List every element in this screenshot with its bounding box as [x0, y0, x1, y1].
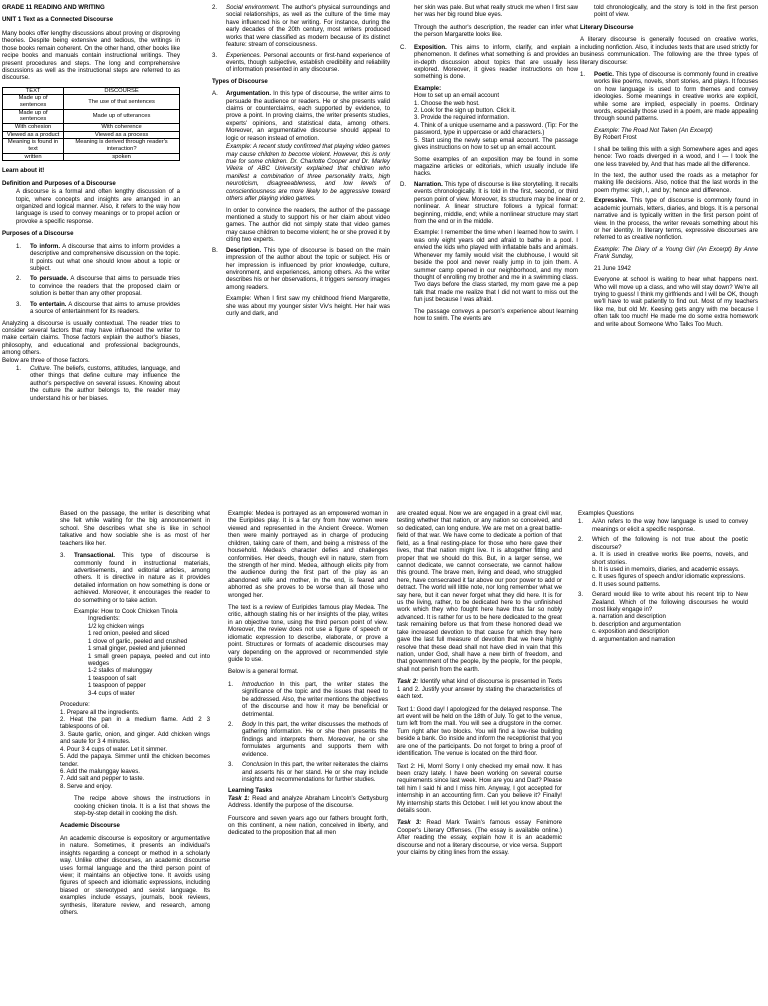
- example-paragraph: Example: Medea is portrayed as an empowered woman in the Euripides play. It is a far cry from how women were viewed and represented in the Ancient Greece. Women then were mainly portrayed as in charge of producing children, taking care of them, and being a mistress of the household. Medea's character defies and challenges conformities. Her deeds, though evil in nature, stem from the strength of her mind. Medea, although elicits pity from the audience during the first part of the play as an abandoned wife and mother, in the end, is feared and abhorred as she proves to be worse than all those who wronged her.: [228, 510, 388, 599]
- example-follow: In order to convince the readers, the author of the passage mentioned a study to support his or her claim about video games. The author did not simply state that video games may cause children to become violent; he or she proved it by citing two experts.: [226, 206, 390, 244]
- question-number: 1.: [578, 518, 584, 526]
- table-header-discourse: DISCOURSE: [64, 87, 180, 95]
- list-item: [228, 721, 388, 758]
- unit-title: UNIT 1 Text as a Connected Discourse: [2, 16, 113, 24]
- factor-text: The author's physical surroundings and social relationships, as well as the culture of the time may have influenced his or her writing. For instance, during the early decades of the 20th century, most writers produced works that were classified as modern because of its distinct feature: stream of consciousness.: [226, 4, 390, 49]
- option: a. narration and description: [592, 613, 666, 621]
- type-text: In this type of discourse, the writer aims to persuade the audience or readers. He or she presents valid claims or counterclaims, each supported by evidence, to prove a point. In proving claims, the writer presents studies, experts' opinions, and statistical data, among others. Moreover, an argumentative discourse should appeal to logic or reason instead of emotion.: [226, 90, 391, 142]
- list-item: D. Narration. This type of discourse is like storytelling. It recalls events chronologically. It is told in the first, second, or third person point of view. Moreover, its structure may be linear or nonlinear. A linear structure follows a typical format: beginning, middle, end; while a nonlinear structure may start from the end or in the middle. Example: I remember the time when I learned how to swim. I was only eight years old and afraid to bathe in a pool. I envied the kids who played with inflatable balls and animals. Whenever my family would visit the clubhouse, I would sit beside the pool and never really jump in to join them. A summer camp opened in our neighborhood, and my mom thought of enrolling my brother and me in a swimming class. Two days before the class started, my mom gave me a pep talk that made me realize that I did not want to miss out the fun just because I was afraid. The passage conveys a person's experience about learning how to swim. The events are: [400, 180, 578, 323]
- analyzing-paragraph: Analyzing a discourse is usually contextual. The reader tries to consider several factors that may have influenced the writer to make certain claims. Those factors explain the author's biases, philosophy, and educational and professional backgrounds, among others.: [2, 319, 180, 357]
- type-text: This type of discourse is commonly found in instructional materials, advertisements, and editorial articles, among others. It is directive in nature as it provides detailed information on how something is done or achieved. Moreover, it encourages the reader to do something or to take action.: [74, 552, 210, 604]
- list-item: C. Exposition. This aims to inform, clarify, and explain a phenomenon. It defines what something is and provides an in-depth discussion about topics that are usually less explored. Moreover, it gives reader instructions on how something is done. Example: How to set up an email account 1. Choose the web host. 2. Look for the sign up button. Click it. 3. Provide the required information. 4. Think of a unique username and a password. (Tip: For the password, type in uppercase or add characters.) 5. Start using the newly setup email account. The passage gives instructions on how to set up an email account. Some examples of an exposition may be found in some magazine articles or editorials, which usually include life hacks.: [400, 43, 578, 178]
- academic-heading: Academic Discourse: [60, 822, 120, 830]
- list-item: 3. Transactional. This type of discourse is commonly found in instructional materials, advertisements, and editorial articles, among others. It is directive in nature as it provides detailed information on how something is done or achieved. Moreover, it encourages the reader to do something or to take action. Example: How to Cook Chicken Tinola Ingredients: 1/2 kg chicken wings 1 red onion, peeled and sliced 1 clove of garlic, peeled and crushed 1 small ginger, peeled and julienned 1 small green papaya, peeled and cut into wedges 1-2 stalks of malunggay 1 teaspoon of salt 1 teaspoon of pepper 3-4 cups of water: [60, 552, 210, 697]
- factor-label: Culture.: [30, 365, 52, 373]
- ingredients-label: Ingredients:: [88, 615, 120, 623]
- question-text: A/An refers to the way how language is used to convey meanings or elicit a specific response.: [592, 518, 748, 533]
- literary-paragraph: A literary discourse is generally focused on creative works, including nonfiction. Also, it includes texts that are used strictly for business communication. The following are the three types of literary discourse:: [580, 36, 758, 66]
- ingredient: 1 teaspoon of pepper: [88, 682, 146, 690]
- table-row: [3, 153, 180, 161]
- purpose-text: A discourse that aims to amuse provides a source of entertainment for its readers.: [30, 300, 180, 316]
- list-number: 1.: [16, 242, 22, 250]
- table-cell: written: [3, 153, 64, 161]
- bottom-page: [0, 506, 768, 1006]
- column-3: [397, 510, 562, 862]
- table-cell: Viewed as a product: [3, 131, 64, 139]
- table-cell: Meaning is derived through reader's interaction?: [64, 139, 180, 153]
- tasks-heading: Learning Tasks: [228, 787, 273, 795]
- example-title: Example: The Diary of a Young Girl (An Excerpt) By Anne Frank Sunday,: [594, 245, 758, 261]
- step: 2. Look for the sign up button. Click it.: [414, 107, 516, 115]
- question-text: Gerard would like to write about his recent trip to New Zealand. Which of the following discourses he would most likely engage in?: [592, 591, 748, 614]
- task-text: Read and analyze Abraham Lincoln's Gettysburg Address. Identify the purpose of the discourse.: [228, 794, 388, 810]
- list-item: A. Argumentation. In this type of discourse, the writer aims to persuade the audience or readers. He or she presents valid claims or counterclaims, each supported by evidence, to prove a point. In proving claims, the writer presents studies, experts' opinions, and statistical data, among others. Moreover, an argumentative discourse should appeal to logic or reason instead of emotion. Example: A recent study confirmed that playing video games may cause children to become violent. However, this is only true for some children. Dr. Charlotte Cooper and Dr. Marley Vileira of ABC University explained that children who manifest a combination of three personality traits, high neuroticism, disagreeableness, and low levels of conscientiousness are more likely to be aggressive toward others after playing video games. In order to convince the readers, the author of the passage mentioned a study to support his or her claim about video games. The author did not simply state that video games may cause children to become violent; he or she proved it by citing two experts.: [212, 90, 391, 244]
- procedure-step: 3. Saute garlic, onion, and ginger. Add chicken wings and saute for 3 4 minutes.: [60, 730, 210, 746]
- type-label: Exposition.: [414, 43, 447, 51]
- intro-paragraph: Many books offer lengthy discussions about proving or disproving theories. Despite being extensive and tedious, the writings in those books remain coherent. On the other hand, other books like recipe books and manuals contain instructional writings. They present procedures and steps. The long and comprehensive discussions as well as the instructional steps are referred to as discourse.: [2, 29, 180, 82]
- option: c. exposition and description: [592, 628, 669, 636]
- definition-paragraph: A discourse is a formal and often lengthy discussion of a topic, where concepts and insights are arranged in an organized and logical manner. Also, it refers to the way how language is used to convey meanings or to propel action or provoke a specific response.: [16, 188, 180, 225]
- table-row: [3, 139, 180, 153]
- table-row: [3, 131, 180, 139]
- type-text: This type of discourse is commonly found in creative works like poems, novels, short stories, and plays. It focuses on how language is used to form themes and convey ideologies. Some meanings in creative works are explicit, while some are implied, especially in poems. Ordinary words, especially those used in a poem, are made appealing through sound patterns.: [594, 70, 758, 123]
- table-header-text: TEXT: [3, 87, 64, 95]
- table-cell: With cohesion: [3, 124, 64, 132]
- task-3: [397, 819, 562, 856]
- list-item: [578, 536, 748, 588]
- diary-text: Everyone at school is waiting to hear what happens next. Who will move up a class, and who will stay down? We're all trying to guess! I think my girlfriends and I will be OK, though we'll have to wait patiently to find out. Most of my teachers like me, but old Mr. Keesing gets angry with me because I often talk too much! He made me do some extra homework and write about Someone Who Talks Too Much.: [594, 276, 758, 328]
- ingredient: 1 red onion, peeled and sliced: [88, 630, 170, 638]
- example-label: Example:: [414, 84, 442, 92]
- list-item: [16, 301, 180, 316]
- table-row: [3, 124, 180, 132]
- factor-text: Personal accounts or first-hand experience of events, though subjective, establish credibility and reliability of information presented in any discourse.: [226, 51, 390, 74]
- example-follow: In the text, the author used the roads as a metaphor for making life decisions. Also, notice that the last words in the poem rhyme: sigh, I, and by; hence and difference.: [594, 172, 758, 194]
- purpose-label: To entertain.: [30, 300, 67, 308]
- factor-text: The beliefs, customs, attitudes, language, and other things that define culture may influence the author's perspective on several issues. Knowing about the culture the author belongs to, the reader may understand his or her biases.: [30, 365, 180, 402]
- procedure-step: 8. Serve and enjoy.: [60, 782, 113, 790]
- purpose-label: To inform.: [30, 242, 61, 250]
- table-cell: With coherence: [64, 124, 180, 132]
- type-text: This aims to inform, clarify, and explain a phenomenon. It defines what something is and provides an in-depth discussion about topics that are usually less explored. Moreover, it gives reader instructions on how something is done.: [414, 43, 578, 81]
- paragraph: told chronologically, and the story is told in the first person point of view.: [594, 4, 758, 19]
- questions-heading: Examples Questions: [578, 510, 634, 517]
- purposes-list: [2, 243, 180, 316]
- types-list-cont: [400, 44, 578, 323]
- example-title: Example: The Road Not Taken (An Excerpt): [594, 126, 713, 134]
- task-2: [397, 678, 562, 700]
- type-label: Expressive.: [594, 197, 628, 205]
- list-item: [228, 761, 388, 783]
- poem-text: I shall be telling this with a sigh Somewhere ages and ages hence: Two roads diverged in a wood, and I — I took the one less traveled by, And that has made all the difference.: [594, 145, 758, 168]
- literary-list: [580, 71, 758, 328]
- procedure-step: 6. Add the malunggay leaves.: [60, 767, 140, 775]
- option: b. description and argumentation: [592, 620, 681, 628]
- procedure-step: 1. Prepare all the ingredients.: [60, 708, 140, 716]
- types-heading: Types of Discourse: [212, 77, 268, 85]
- list-item: [228, 681, 388, 718]
- format-label: Body: [242, 720, 256, 728]
- example-text: Example: I remember the time when I learned how to swim. I was only eight years old and afraid to bathe in a pool. I envied the kids who played with inflatable balls and animals. Whenever my family would visit the clubhouse, I would sit beside the pool and never really jump in to join them. A summer camp opened in our neighborhood, and my mom thought of enrolling my brother and me in a swimming class. Two days before the class started, my mom gave me a pep talk that made me realize that I did not want to miss out the fun just because I was afraid.: [414, 229, 578, 304]
- factor-label: Experiences.: [226, 51, 262, 59]
- top-page: [0, 0, 768, 500]
- example-follow: The passage conveys a person's experience about learning how to swim. The events are: [414, 307, 578, 323]
- format-text: In this part, the writer reiterates the claims and asserts his or her stand. He or she may include insights and recommendations for further studies.: [242, 761, 388, 783]
- literary-heading: Literary Discourse: [580, 23, 634, 31]
- type-label: Description.: [226, 246, 262, 254]
- format-text: In this part, the writer states the significance of the topic and the issues that need to be addressed. Also, the writer mentions the objectives of the discourse and how it may be beneficial or detrimental.: [242, 680, 388, 718]
- list-item: 2. Social environment. The author's physical surroundings and social relationships, as well as the culture of the time may have influenced his or her writing. For instance, during the early decades of the 20th century, most writers produced works that were classified as modern because of its distinct feature: stream of consciousness.: [212, 4, 390, 49]
- procedure-step: 7. Add salt and pepper to taste.: [60, 775, 145, 783]
- question-number: 2.: [578, 536, 584, 544]
- recipe-title: Example: How to Cook Chicken Tinola: [74, 608, 178, 616]
- recipe-follow: The recipe above shows the instructions in cooking chicken tinola. It is a list that shows the step-by-step detail in cooking the dish.: [74, 795, 210, 818]
- format-label: Conclusion: [242, 761, 273, 769]
- step: 3. Provide the required information.: [414, 114, 510, 122]
- types-list: [212, 90, 390, 317]
- diary-date: 21 June 1942: [594, 264, 631, 272]
- purposes-heading: Purposes of a Discourse: [2, 230, 74, 238]
- task-label: Task 1:: [228, 794, 250, 802]
- list-item: 1. Culture. The beliefs, customs, attitudes, language, and other things that define culture may influence the author's perspective on several issues. Knowing about the culture the author belongs to, the reader may understand his or her biases.: [16, 365, 180, 402]
- definition-heading: Definition and Purposes of a Discourse: [2, 179, 116, 187]
- example-title: How to set up an email account: [414, 92, 500, 100]
- task-label: Task 3:: [397, 819, 422, 827]
- type-text: This type of discourse is like storytelling. It recalls events chronologically. It is told in the first, second, or third person point of view. Moreover, its structure may be linear or nonlinear. A linear structure follows a typical format: beginning, middle, end; while a nonlinear structure may start from the end or in the middle.: [414, 180, 578, 225]
- list-number: 3.: [228, 761, 234, 769]
- format-label: Introduction: [242, 680, 274, 688]
- table-cell: Meaning is found in text: [3, 139, 64, 153]
- question-number: 3.: [578, 591, 584, 599]
- task-label: Task 2:: [397, 678, 419, 686]
- list-item: [16, 243, 180, 273]
- text-1: Text 1: Good day! I apologized for the delayed response. The art event will be held on the 18th of July. To get to the venue, turn left from the mall. You will see a drugstore in the corner. Turn right after two blocks. You will find a low-rise building beside a bank. Go inside and inform the receptionist that you are one of the participants. Do not forget to bring a proof of identification. The venue is located on the third floor.: [397, 705, 562, 758]
- factors-list-cont: [212, 4, 390, 74]
- procedure-step: 2. Heat the pan in a medium flame. Add 2 3 tablespoons of oil.: [60, 715, 210, 731]
- example-text: Example: A recent study confirmed that playing video games may cause children to become violent. However, this is only true for some children. Dr. Charlotte Cooper and Dr. Marley Vileira of ABC University explained that children who manifest a combination of three personality traits, high neuroticism, disagreeableness, and low levels of conscientiousness are more likely to be aggressive toward others after playing video games.: [226, 143, 390, 203]
- paragraph: her skin was pale. But what really struck me when I first saw her was her big round blue eyes.: [414, 4, 578, 19]
- table-cell: The use of that sentences: [64, 95, 180, 109]
- ingredient: 1 teaspoon of salt: [88, 674, 137, 682]
- learn-heading: Learn about it!: [2, 167, 45, 175]
- procedure-step: 4. Pour 3 4 cups of water. Let it simmer.: [60, 745, 168, 753]
- gettysburg-text: Fourscore and seven years ago our fathers brought forth, on this continent, a new nation, conceived in liberty, and dedicated to the proposition that all men: [228, 814, 388, 837]
- example-author: By Robert Frost: [594, 134, 637, 142]
- factors-intro: Below are three of those factors.: [2, 356, 90, 364]
- example-follow: Some examples of an exposition may be found in some magazine articles or editorials, which usually include life hacks.: [414, 155, 578, 178]
- option: c. It uses figures of speech and/or idiomatic expressions.: [592, 573, 746, 581]
- list-number: 2.: [228, 720, 234, 728]
- column-4: [578, 510, 748, 647]
- table-cell: Viewed as a process: [64, 131, 180, 139]
- option: d. It uses sound patterns.: [592, 580, 661, 588]
- list-item: [16, 275, 180, 297]
- column-3: [400, 4, 578, 326]
- column-2: [212, 4, 390, 321]
- option: d. argumentation and narration: [592, 635, 676, 643]
- ingredient: 3-4 cups of water: [88, 689, 135, 697]
- paragraph: Based on the passage, the writer is describing what she felt while waiting for the big announcement in school. She describes what she is like in school talkative and how sociable she is as most of her teachers like her.: [60, 510, 210, 547]
- table-row: [3, 109, 180, 123]
- task-1: [228, 795, 388, 810]
- type-text: This type of discourse is commonly found in academic journals, letters, diaries, and blogs. It is a personal narrative and is typically written in the first person point of view. In the process, the writer reveals something about his or her identity. In literary terms, expressive discourses are referred to as creative nonfiction.: [594, 197, 758, 242]
- list-number: 2.: [16, 275, 22, 283]
- literary-list-cont: [60, 552, 210, 697]
- questions-list: [578, 518, 748, 643]
- paragraph: The text is a review of Euripides famous play Medea. The critic, although stating his or her insights of the play, writes in an objective tone, using the third person point of view. Moreover, the review does not use a figure of speech or idiomatic expression to describe, elaborate, or prove a point. Structures or formats of academic discourses may vary depending on the approved or recommended style guide to use.: [228, 604, 388, 664]
- academic-paragraph: An academic discourse is expository or argumentative in nature. Sometimes, it presents an individual's insights regarding a concept or method in a scholarly way. Unlike other discourses, an academic discourse uses formal language and the third person point of view; it maintains an objective tone. It avoids using figures of speech and idiomatic expressions, including biased or stereotyped and sexist language. Its examples include essays, journals, book reviews, synthesis, literature review, and research, among others.: [60, 834, 210, 917]
- task-text: Identify what kind of discourse is presented in Texts 1 and 2. Justify your answer by stating the characteristics of each text.: [397, 678, 562, 701]
- factors-list: [2, 365, 180, 402]
- procedure-label: Procedure:: [60, 701, 90, 709]
- table-row: [3, 95, 180, 109]
- paragraph: Through the author's description, the reader can infer what the person Margarette looks like.: [414, 23, 578, 39]
- type-label: Poetic.: [594, 70, 614, 78]
- step: 5. Start using the newly setup email account. The passage gives instructions on how to set up an email account.: [414, 136, 578, 152]
- type-label: Argumentation.: [226, 90, 272, 98]
- purpose-text: A discourse that aims to inform provides a descriptive and comprehensive discussion on the topic. It points out what one should know about a topic or subject.: [30, 242, 181, 272]
- page-title: GRADE 11 READING AND WRITING: [2, 4, 105, 11]
- ingredient: 1 clove of garlic, peeled and crushed: [88, 637, 188, 645]
- ingredient: 1 small ginger, peeled and julienned: [88, 645, 186, 653]
- list-number: 3.: [16, 300, 22, 308]
- list-number: 1.: [228, 680, 234, 688]
- list-item: 1. Poetic. This type of discourse is commonly found in creative works like poems, novels, short stories, and plays. It focuses on how language is used to form themes and convey ideologies. Some meanings in creative works are explicit, while some are implied, especially in poems. Ordinary words, especially those used in a poem, are made appealing through sound patterns. Example: The Road Not Taken (An Excerpt) By Robert Frost I shall be telling this with a sigh Somewhere ages and ages hence: Two roads diverged in a wood, and I — I took the one less traveled by, And that has made all the difference. In the text, the author used the roads as a metaphor for making life decisions. Also, notice that the last words in the poem rhyme: sigh, I, and by; hence and difference.: [580, 70, 758, 194]
- task-text: Read Mark Twain's famous essay Fenimore Cooper's Literary Offenses. (The essay is available online.) After reading the essay, explain how it is an academic discourse and not a literary discourse, or vice versa. Support your claims by citing lines from the essay.: [397, 819, 562, 857]
- step: 4. Think of a unique username and a password. (Tip: For the password, type in uppercase or add characters.): [414, 121, 578, 137]
- list-item: [578, 518, 748, 533]
- type-label: Transactional.: [74, 552, 115, 560]
- gettysburg-text-cont: are created equal. Now we are engaged in a great civil war, testing whether that nation, or any nation so conceived, and so dedicated, can long endure. We are met on a great battle-field of that war. We have come to dedicate a portion of that field, as a final resting-place for those who here gave their lives, that that nation might live. It is altogether fitting and proper that we should do this. But, in a larger sense, we cannot dedicate, we cannot consecrate, we cannot hallow this ground. The brave men, living and dead, who struggled here, have consecrated it far above our poor power to add or detract. The world will little note, nor long remember what we say here, but it can never forget what they did here. It is for us the living, rather, to be dedicated here to the unfinished work which they who fought here have thus far so nobly advanced. It is rather for us to be here dedicated to the great task remaining before us that from these honored dead we take increased devotion to that cause for which they here gave the last full measure of devotion that we here highly resolve that these dead shall not have died in vain that this nation, under God, shall have a new birth of freedom, and that government of the people, by the people, for the people, shall not perish from the earth.: [397, 510, 562, 673]
- ingredient: 1 small green papaya, peeled and cut into wedges: [88, 652, 210, 668]
- factor-label: Social environment.: [226, 4, 280, 11]
- column-4: [580, 4, 758, 332]
- list-item: [578, 591, 748, 643]
- format-list: [228, 681, 388, 783]
- list-item: 2. Expressive. This type of discourse is commonly found in academic journals, letters, diaries, and blogs. It is a personal narrative and is typically written in the first person point of view. In the process, the writer reveals something about his or her identity. In literary terms, expressive discourses are referred to as creative nonfiction. Example: The Diary of a Young Girl (An Excerpt) By Anne Frank Sunday, 21 June 1942 Everyone at school is waiting to hear what happens next. Who will move up a class, and who will stay down? We're all trying to guess! I think my girlfriends and I will be OK, though we'll have to wait patiently to find out. Most of my teachers like me, but old Mr. Keesing gets angry with me because I often talk too much! He made me do some extra homework and write about Someone Who Talks Too Much.: [580, 197, 758, 328]
- column-1: [2, 4, 180, 406]
- purpose-label: To persuade.: [30, 275, 69, 283]
- text-2: Text 2: Hi, Mom! Sorry I only checked my email now. It has been crazy lately. I have been working on several course requirements since last week. How are you and Dad? Please tell him I said hi and I miss him. Anyway, I got accepted for internship in an accounting firm. Can you believe it? Finally! My internship starts this October. I will let you know about the details soon.: [397, 762, 562, 815]
- type-text: This type of discourse is based on the main impression of the author about the topic or subject. His or her impression is influenced by prior knowledge, culture, environment, and experiences, among others. As the writer describes his or her observations, it triggers sensory images among readers.: [226, 246, 390, 291]
- ingredient: 1-2 stalks of malunggay: [88, 667, 153, 675]
- step: 1. Choose the web host.: [414, 99, 480, 107]
- ingredient: 1/2 kg chicken wings: [88, 622, 145, 630]
- format-text: In this part, the writer discusses the methods of gathering information. He or she then presents the findings and interprets them. Moreover, he or she formulates arguments and supports them with evidence.: [242, 720, 388, 758]
- format-intro: Below is a general format.: [228, 668, 299, 676]
- type-label: Narration.: [414, 180, 443, 188]
- list-item: 3. Experiences. Personal accounts or first-hand experience of events, though subjective, establish credibility and reliability of information presented in any discourse.: [212, 51, 390, 74]
- option: b. It is used in memoirs, diaries, and academic essays.: [592, 565, 740, 573]
- question-text: Which of the following is not true about the poetic discourse?: [592, 536, 748, 551]
- example-text: Example: When I first saw my childhood friend Margarette, she was about my younger sister Viv's height. Her hair was curly and dark, and: [226, 295, 390, 318]
- procedure-step: 5. Add the papaya. Simmer until the chicken becomes tender.: [60, 753, 210, 768]
- purpose-text: A discourse that aims to persuade tries to convince the readers that the proposed claim or solution is better than any other proposal.: [30, 275, 180, 298]
- option: a. It is used in creative works like poems, novels, and short stories.: [592, 551, 748, 566]
- column-1: [60, 510, 210, 922]
- table-cell: Made up of sentences: [3, 109, 64, 123]
- list-item: B. Description. This type of discourse is based on the main impression of the author about the topic or subject. His or her impression is influenced by prior knowledge, culture, environment, and experiences, among others. As the writer describes his or her observations, it triggers sensory images among readers. Example: When I first saw my childhood friend Margarette, she was about my younger sister Viv's height. Her hair was curly and dark, and: [212, 246, 390, 318]
- table-cell: spoken: [64, 153, 180, 161]
- column-2: [228, 510, 388, 842]
- table-cell: Made up of utterances: [64, 109, 180, 123]
- text-discourse-table: [2, 87, 180, 162]
- table-cell: Made up of sentences: [3, 95, 64, 109]
